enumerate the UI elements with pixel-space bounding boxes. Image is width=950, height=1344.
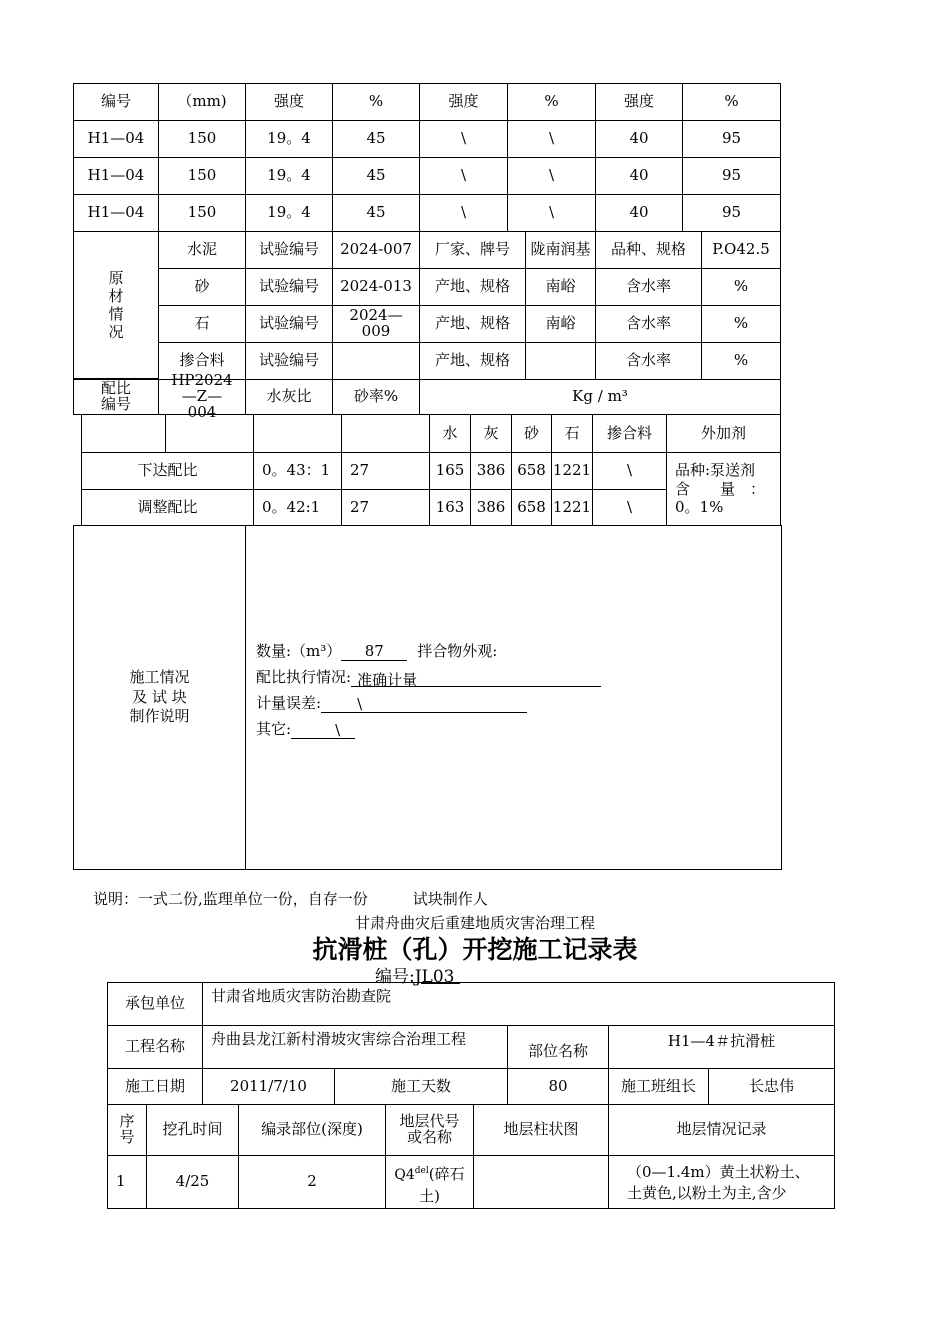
raw-name: 水泥	[158, 231, 246, 269]
raw-name: 砂	[158, 268, 246, 306]
table-cell: 40	[595, 157, 683, 195]
raw-origin: 陇南润基	[525, 231, 596, 269]
raw-prop: P.O42.5	[701, 231, 781, 269]
header-cell: %	[507, 83, 596, 121]
raw-test-label: 试验编号	[245, 305, 333, 343]
raw-name: 掺合料	[158, 342, 246, 380]
table-cell: 40	[595, 120, 683, 158]
row-column	[473, 1155, 609, 1209]
table-cell: \	[507, 157, 596, 195]
mix-sand: 658	[511, 489, 552, 526]
days-value: 80	[507, 1068, 609, 1105]
row-code	[385, 1155, 474, 1209]
raw-prop: %	[701, 305, 781, 343]
table-cell: \	[419, 194, 508, 232]
table-cell: 45	[332, 120, 420, 158]
error-label: 计量误差:	[256, 694, 322, 712]
table-cell: H1—04	[73, 120, 159, 158]
additive-info	[666, 452, 781, 526]
header-cell: %	[332, 83, 420, 121]
mix-sand: 658	[511, 452, 552, 490]
mix-wc: 0。43：1	[253, 452, 342, 490]
table-cell: \	[507, 120, 596, 158]
unit-label: Kg / m³	[419, 379, 781, 415]
raw-origin: 南峪	[525, 268, 596, 306]
quantity-line	[256, 640, 497, 661]
header-cell: 强度	[245, 83, 333, 121]
header-cell: 编号	[73, 83, 159, 121]
table-cell: H1—04	[73, 157, 159, 195]
raw-prop-label: 含水率	[595, 268, 702, 306]
sand-rate-label: 砂率%	[332, 379, 420, 415]
raw-test-no: 2024—009	[332, 305, 420, 343]
table-cell: 95	[682, 157, 781, 195]
date-label: 施工日期	[107, 1068, 203, 1105]
appearance-label: 拌合物外观:	[417, 642, 498, 660]
material-header: 石	[551, 414, 593, 453]
blank-cell	[81, 414, 166, 453]
header-cell: 强度	[419, 83, 508, 121]
material-header: 掺合料	[592, 414, 667, 453]
construction-label-line: 制作说明	[129, 707, 190, 726]
leader-value: 长忠伟	[708, 1068, 835, 1105]
col-header-column: 地层柱状图	[473, 1104, 609, 1156]
raw-prop: %	[701, 342, 781, 380]
construction-label-line: 施工情况	[129, 668, 190, 687]
mix-stone: 1221	[551, 452, 593, 490]
mix-sand-rate: 27	[341, 452, 430, 490]
raw-test-no	[332, 342, 420, 380]
header-cell: %	[682, 83, 781, 121]
mix-water: 165	[429, 452, 471, 490]
table-cell: \	[419, 157, 508, 195]
raw-prop-label: 品种、规格	[595, 231, 702, 269]
table-cell: 150	[158, 120, 246, 158]
date-value: 2011/7/10	[202, 1068, 335, 1105]
other-label: 其它:	[256, 720, 292, 738]
row-seq: 1	[107, 1155, 147, 1209]
raw-prop: %	[701, 268, 781, 306]
col-header-code: 地层代号或名称	[385, 1104, 474, 1156]
note-text: 说明：一式二份,监理单位一份，自存一份 试块制作人	[93, 890, 488, 908]
part-value: H1—4＃抗滑桩	[608, 1025, 835, 1069]
table-cell: 19。4	[245, 157, 333, 195]
mix-water: 163	[429, 489, 471, 526]
row-time: 4/25	[146, 1155, 239, 1209]
col-header-record: 地层情况记录	[608, 1104, 835, 1156]
raw-test-no: 2024-007	[332, 231, 420, 269]
table-cell: 45	[332, 157, 420, 195]
raw-label-char: 原	[108, 269, 124, 287]
raw-prop-label: 含水率	[595, 305, 702, 343]
other-line	[256, 718, 355, 739]
table-cell: 19。4	[245, 194, 333, 232]
raw-origin-label: 产地、规格	[419, 342, 526, 380]
quantity-value: 87	[341, 642, 407, 661]
raw-origin-label: 产地、规格	[419, 305, 526, 343]
raw-label-char: 况	[108, 323, 124, 341]
col-header-time: 挖孔时间	[146, 1104, 239, 1156]
header-cell: （mm)	[158, 83, 246, 121]
raw-test-label: 试验编号	[245, 268, 333, 306]
raw-origin-label: 厂家、牌号	[419, 231, 526, 269]
additive-line: 品种:泵送剂	[675, 460, 756, 479]
form-no-label: 编号:	[375, 967, 415, 987]
contractor-label: 承包单位	[107, 982, 203, 1026]
raw-test-no: 2024-013	[332, 268, 420, 306]
table-cell: 95	[682, 120, 781, 158]
quantity-label: 数量:（m³）	[256, 642, 342, 660]
error-line	[256, 692, 527, 713]
mix-cement: 386	[470, 489, 512, 526]
additive-line: 含 量 ：	[675, 479, 766, 498]
material-header: 水	[429, 414, 471, 453]
construction-label	[73, 525, 246, 870]
raw-test-label: 试验编号	[245, 342, 333, 380]
execution-value: 准确计量	[351, 669, 601, 687]
table-cell: 150	[158, 194, 246, 232]
raw-origin: 南峪	[525, 305, 596, 343]
material-header: 外加剂	[666, 414, 781, 453]
header-cell: 强度	[595, 83, 683, 121]
table-cell: \	[419, 120, 508, 158]
table-cell: 19。4	[245, 120, 333, 158]
col-header-depth: 编录部位(深度)	[238, 1104, 386, 1156]
table-cell: 40	[595, 194, 683, 232]
project-value: 舟曲县龙江新村滑坡灾害综合治理工程	[202, 1025, 508, 1069]
mix-wc: 0。42:1	[253, 489, 342, 526]
row-depth: 2	[238, 1155, 386, 1209]
part-label: 部位名称	[507, 1025, 609, 1069]
mix-sand-rate: 27	[341, 489, 430, 526]
mix-cement: 386	[470, 452, 512, 490]
execution-label: 配比执行情况:	[256, 668, 352, 686]
raw-label-char: 情	[108, 305, 124, 323]
contractor-value: 甘肃省地质灾害防治勘查院	[202, 982, 835, 1026]
error-value: \	[321, 695, 527, 713]
stratum-code: Q4	[394, 1167, 415, 1183]
project-title: 甘肃舟曲灾后重建地质灾害治理工程	[354, 914, 595, 932]
leader-label: 施工班组长	[608, 1068, 709, 1105]
mix-label: 调整配比	[81, 489, 254, 526]
blank-cell	[341, 414, 430, 453]
form-no-value: JL03	[414, 967, 455, 987]
stratum-name: (碎石土)	[419, 1165, 465, 1205]
raw-origin	[525, 342, 596, 380]
blank-cell	[165, 414, 254, 453]
table-cell: 150	[158, 157, 246, 195]
form-title: 抗滑桩（孔）开挖施工记录表	[312, 935, 638, 964]
ratio-no-label: 配比编号	[73, 379, 159, 415]
raw-prop-label: 含水率	[595, 342, 702, 380]
raw-name: 石	[158, 305, 246, 343]
table-cell: 95	[682, 194, 781, 232]
raw-label-char: 材	[108, 287, 124, 305]
other-value: \	[291, 721, 355, 739]
raw-material-label	[73, 231, 159, 379]
construction-label-line: 及 试 块	[132, 687, 187, 706]
material-header: 砂	[511, 414, 552, 453]
ratio-no: HP2024—Z—004	[158, 379, 246, 415]
mix-admix: \	[592, 489, 667, 526]
mix-stone: 1221	[551, 489, 593, 526]
blank-cell	[253, 414, 342, 453]
additive-line: 0。1%	[675, 498, 724, 517]
raw-test-label: 试验编号	[245, 231, 333, 269]
row-record: （0—1.4m）黄土状粉土、土黄色,以粉土为主,含少	[608, 1155, 835, 1209]
raw-origin-label: 产地、规格	[419, 268, 526, 306]
mix-admix: \	[592, 452, 667, 490]
col-header-seq: 序号	[107, 1104, 147, 1156]
material-header: 灰	[470, 414, 512, 453]
table-cell: \	[507, 194, 596, 232]
days-label: 施工天数	[334, 1068, 508, 1105]
execution-line	[256, 666, 601, 687]
wc-label: 水灰比	[245, 379, 333, 415]
table-cell: H1—04	[73, 194, 159, 232]
table-cell: 45	[332, 194, 420, 232]
stratum-code-sup: del	[414, 1166, 429, 1176]
project-label: 工程名称	[107, 1025, 203, 1069]
mix-label: 下达配比	[81, 452, 254, 490]
